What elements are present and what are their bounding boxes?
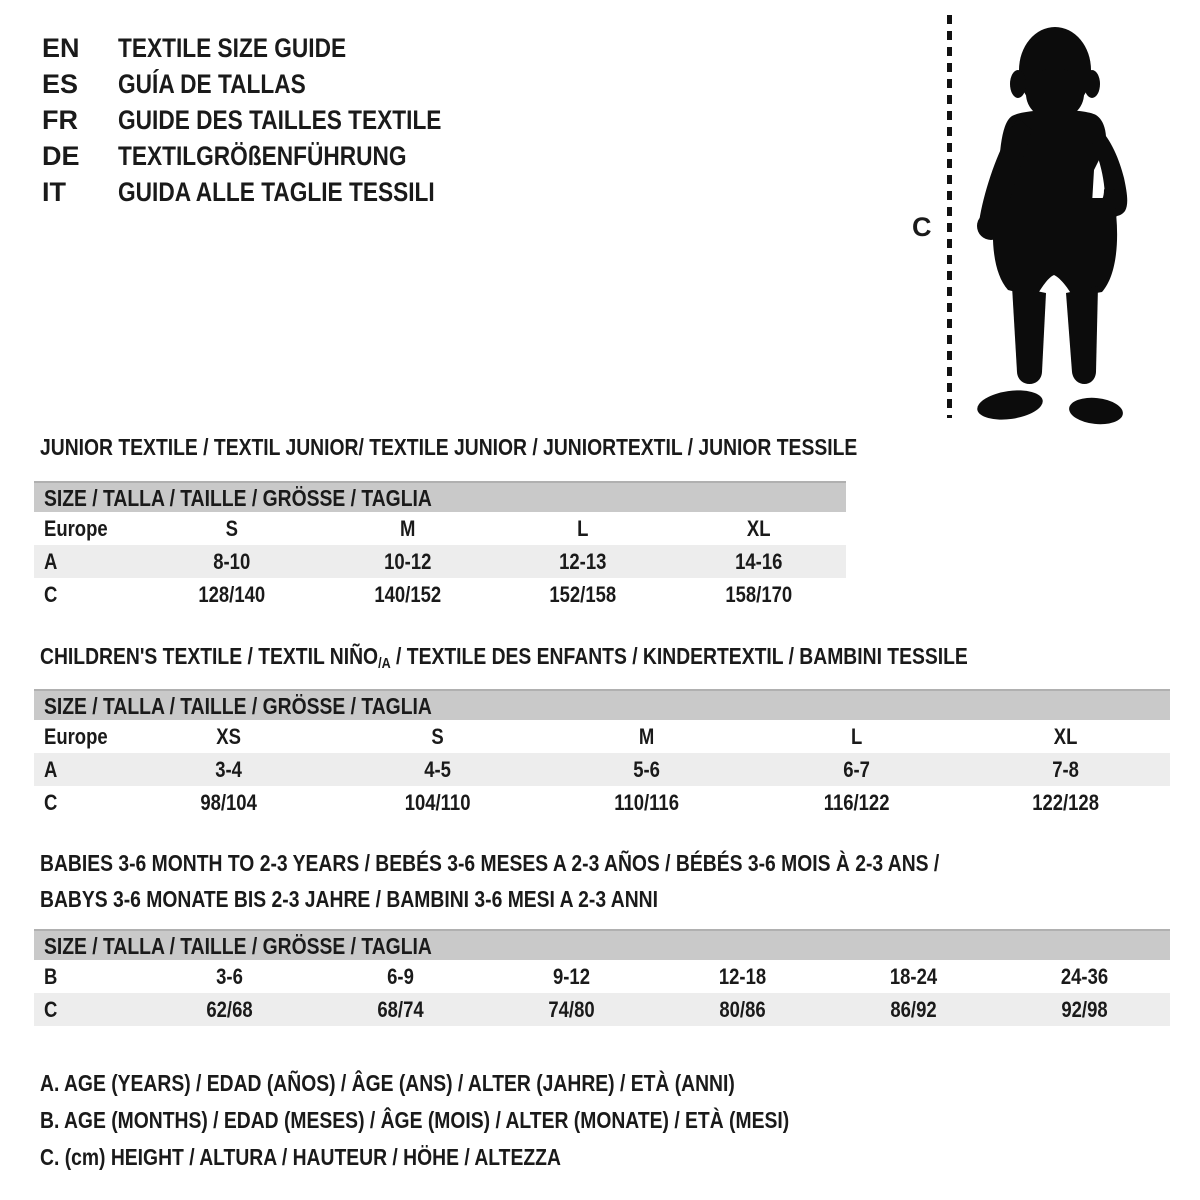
size-cell: 128/140 bbox=[198, 582, 266, 607]
size-cell: 98/104 bbox=[200, 790, 257, 815]
table-row-europe bbox=[34, 512, 846, 545]
legend-line-c: C. (cm) HEIGHT / ALTURA / HAUTEUR / HÖHE / ALTEZZA bbox=[40, 1144, 561, 1170]
language-title: TEXTILE SIZE GUIDE bbox=[118, 33, 347, 63]
row-label: C bbox=[44, 790, 58, 815]
size-cell: 3-4 bbox=[215, 757, 242, 782]
language-code: ES bbox=[42, 69, 79, 99]
gender-suffix: /A bbox=[378, 655, 391, 672]
size-cell: 74/80 bbox=[548, 997, 595, 1022]
table-row-height-cm bbox=[34, 578, 846, 611]
size-cell: 104/110 bbox=[404, 790, 471, 815]
size-cell: 86/92 bbox=[890, 997, 937, 1022]
size-cell: S bbox=[431, 724, 444, 749]
size-cell: 140/152 bbox=[373, 582, 441, 607]
toddler-silhouette-icon bbox=[966, 20, 1144, 430]
row-label: Europe bbox=[44, 724, 108, 749]
table-row-age-years bbox=[34, 545, 846, 578]
section-title-junior: JUNIOR TEXTILE / TEXTIL JUNIOR/ TEXTILE JUNIOR / JUNIORTEXTIL / JUNIOR TESSILE bbox=[40, 434, 858, 460]
size-cell: L bbox=[577, 516, 589, 541]
language-row-it bbox=[42, 174, 495, 210]
size-cell: 12-18 bbox=[718, 964, 767, 989]
size-cell: XL bbox=[1053, 724, 1078, 749]
section-title-children: CHILDREN'S TEXTILE / TEXTIL NIÑO/A / TEXTILE DES ENFANTS / KINDERTEXTIL / BAMBINI TESSILE bbox=[40, 643, 968, 672]
size-cell: 24-36 bbox=[1060, 964, 1109, 989]
size-table-children bbox=[34, 689, 1170, 819]
row-label: A bbox=[44, 549, 58, 574]
language-row-es bbox=[42, 66, 342, 102]
table-row-age-years bbox=[34, 753, 1170, 786]
language-row-de bbox=[42, 138, 462, 174]
size-header-bar: SIZE / TALLA / TAILLE / GRÖSSE / TAGLIA bbox=[34, 481, 846, 512]
legend-line-b: B. AGE (MONTHS) / EDAD (MESES) / ÂGE (MOIS) / ALTER (MONATE) / ETÀ (MESI) bbox=[40, 1107, 790, 1133]
size-cell: 7-8 bbox=[1052, 757, 1079, 782]
language-title: GUIDE DES TAILLES TEXTILE bbox=[118, 105, 442, 135]
size-cell: 116/122 bbox=[823, 790, 890, 815]
size-cell: 5-6 bbox=[633, 757, 661, 782]
section-title-babies-line2: BABYS 3-6 MONATE BIS 2-3 JAHRE / BAMBINI 3-6 MESI A 2-3 ANNI bbox=[40, 886, 658, 912]
language-code: IT bbox=[42, 177, 66, 207]
size-header-bar: SIZE / TALLA / TAILLE / GRÖSSE / TAGLIA bbox=[34, 929, 1170, 960]
size-cell: 110/116 bbox=[614, 790, 680, 815]
size-cell: 8-10 bbox=[213, 549, 251, 574]
row-label: A bbox=[44, 757, 58, 782]
size-cell: S bbox=[225, 516, 238, 541]
size-cell: M bbox=[639, 724, 655, 749]
language-code: FR bbox=[42, 105, 78, 135]
row-label: Europe bbox=[44, 516, 108, 541]
size-cell: 9-12 bbox=[552, 964, 590, 989]
language-code: DE bbox=[42, 141, 80, 171]
row-label: C bbox=[44, 582, 58, 607]
size-cell: 62/68 bbox=[206, 997, 253, 1022]
size-cell: 3-6 bbox=[216, 964, 243, 989]
size-cell: L bbox=[850, 724, 862, 749]
size-cell: 14-16 bbox=[734, 549, 782, 574]
table-row-height-cm bbox=[34, 786, 1170, 819]
language-code: EN bbox=[42, 33, 80, 63]
size-cell: 18-24 bbox=[889, 964, 938, 989]
row-label: C bbox=[44, 997, 58, 1022]
row-label: B bbox=[44, 964, 58, 989]
size-cell: 92/98 bbox=[1061, 997, 1108, 1022]
size-table-babies bbox=[34, 929, 1170, 1026]
size-cell: XS bbox=[216, 724, 241, 749]
size-cell: 68/74 bbox=[377, 997, 424, 1022]
size-cell: 10-12 bbox=[383, 549, 431, 574]
size-cell: 152/158 bbox=[549, 582, 617, 607]
table-row-europe bbox=[34, 720, 1170, 753]
table-row-age-months bbox=[34, 960, 1170, 993]
size-table-junior bbox=[34, 481, 846, 611]
language-title: GUÍA DE TALLAS bbox=[118, 69, 306, 99]
size-cell: 80/86 bbox=[719, 997, 766, 1022]
size-header-bar: SIZE / TALLA / TAILLE / GRÖSSE / TAGLIA bbox=[34, 689, 1170, 720]
size-cell: M bbox=[399, 516, 415, 541]
height-measure-label: C bbox=[912, 212, 932, 242]
size-cell: 6-7 bbox=[842, 757, 870, 782]
size-cell: 12-13 bbox=[559, 549, 607, 574]
size-cell: 6-9 bbox=[387, 964, 414, 989]
size-cell: XL bbox=[746, 516, 771, 541]
section-title-babies-line1: BABIES 3-6 MONTH TO 2-3 YEARS / BEBÉS 3-6 MESES A 2-3 AÑOS / BÉBÉS 3-6 MOIS À 2-3 ANS / bbox=[40, 850, 940, 876]
legend-line-a: A. AGE (YEARS) / EDAD (AÑOS) / ÂGE (ANS) / ALTER (JAHRE) / ETÀ (ANNI) bbox=[40, 1070, 735, 1096]
language-title: GUIDA ALLE TAGLIE TESSILI bbox=[118, 177, 435, 207]
size-cell: 122/128 bbox=[1032, 790, 1099, 815]
language-title: TEXTILGRÖßENFÜHRUNG bbox=[118, 141, 407, 171]
size-cell: 4-5 bbox=[424, 757, 452, 782]
table-row-height-cm bbox=[34, 993, 1170, 1026]
size-cell: 158/170 bbox=[724, 582, 792, 607]
height-dashed-line bbox=[947, 15, 952, 418]
language-row-en bbox=[42, 30, 390, 66]
language-row-fr bbox=[42, 102, 503, 138]
